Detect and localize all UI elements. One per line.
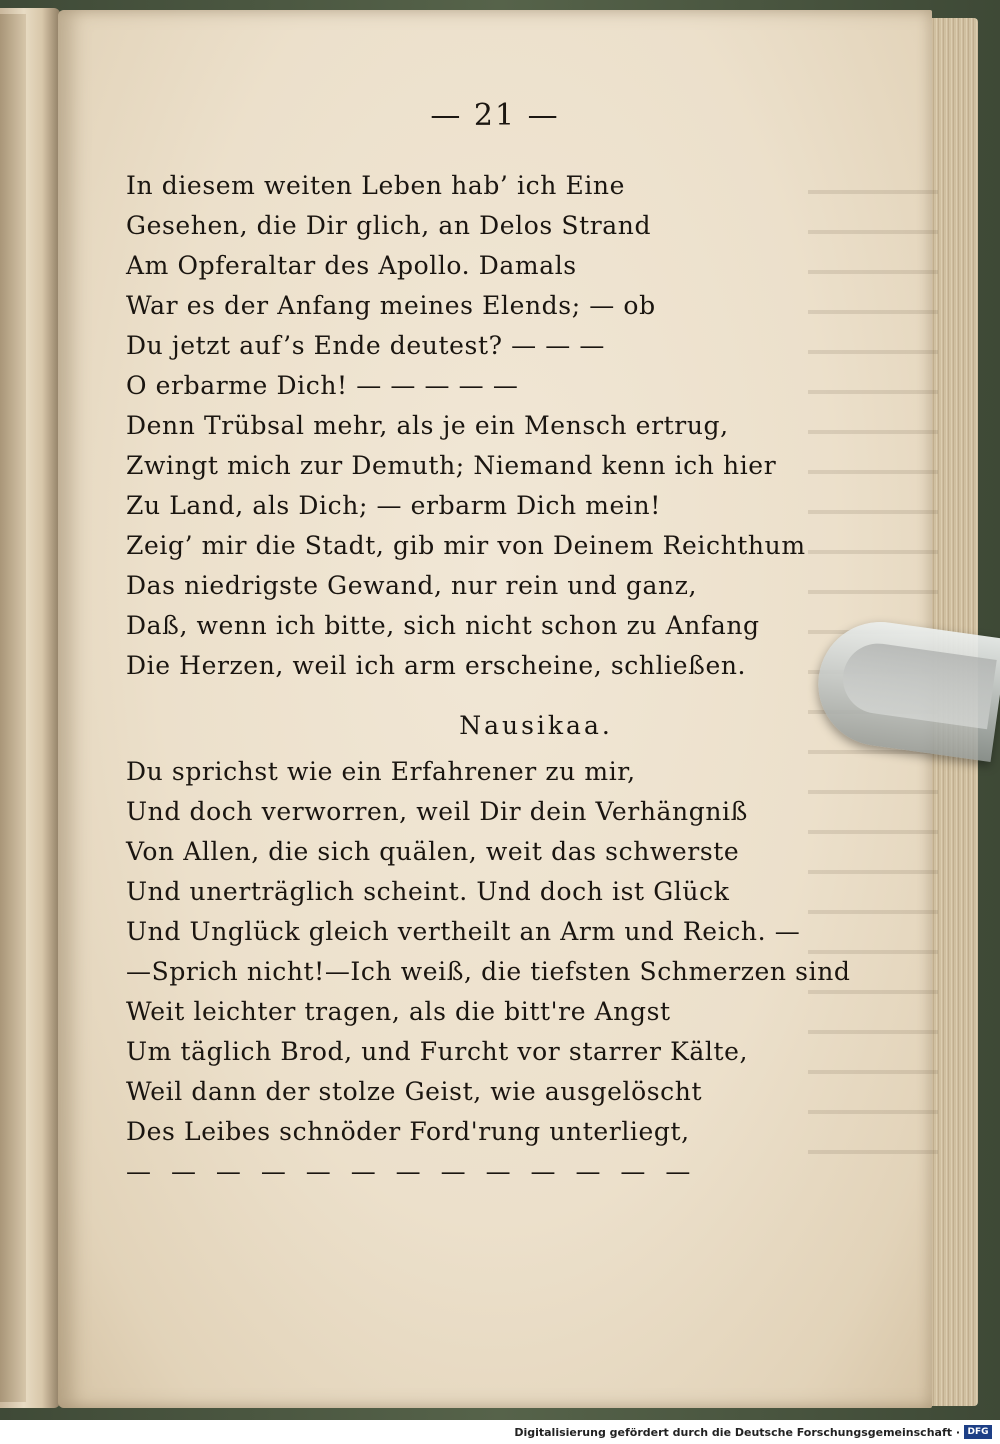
verse-line: Um täglich Brod, und Furcht vor starrer Kälte, [126, 1037, 749, 1066]
page-number: — 21 — [430, 98, 560, 133]
verse-line: Gesehen, die Dir glich, an Delos Strand [126, 211, 652, 240]
verse-line: O erbarme Dich! — — — — — [126, 371, 519, 400]
verse-line: War es der Anfang meines Elends; — ob [126, 291, 656, 320]
verse-line: Weit leichter tragen, als die bitt're Angst [126, 997, 671, 1026]
poem-text [126, 166, 916, 1192]
verse-line: Die Herzen, weil ich arm erscheine, schließen. [126, 651, 747, 680]
verse-line: In diesem weiten Leben hab’ ich Eine [126, 171, 626, 200]
verse-line: Daß, wenn ich bitte, sich nicht schon zu Anfang [126, 611, 760, 640]
dfg-logo: DFG [964, 1425, 992, 1439]
clip-reflection [838, 639, 996, 729]
verse-line: Du jetzt auf’s Ende deutest? — — — [126, 331, 606, 360]
speaker-heading: Nausikaa. [459, 711, 613, 740]
verse-line: Das niedrigste Gewand, nur rein und ganz, [126, 571, 698, 600]
verse-line: Zeig’ mir die Stadt, gib mir von Deinem Reichthum [126, 531, 806, 560]
spacer [126, 742, 916, 752]
verse-line: —Sprich nicht!—Ich weiß, die tiefsten Schmerzen sind [126, 957, 851, 986]
book-page [58, 10, 932, 1408]
verse-line: Am Opferaltar des Apollo. Damals [126, 251, 577, 280]
verse-line: Und Unglück gleich vertheilt an Arm und Reich. — [126, 917, 801, 946]
closing-dashes: — — — — — — — — — — — — — [126, 1157, 697, 1186]
verse-line: Weil dann der stolze Geist, wie ausgelöscht [126, 1077, 703, 1106]
verse-line: Und doch verworren, weil Dir dein Verhängniß [126, 797, 748, 826]
verse-line: Von Allen, die sich quälen, weit das schwerste [126, 837, 740, 866]
left-page-margin [0, 14, 26, 1402]
verse-line: Zu Land, als Dich; — erbarm Dich mein! [126, 491, 661, 520]
verse-line: Und unerträglich scheint. Und doch ist Glück [126, 877, 730, 906]
verse-line: Du sprichst wie ein Erfahrener zu mir, [126, 757, 636, 786]
verse-line: Des Leibes schnöder Ford'rung unterliegt, [126, 1117, 690, 1146]
digitization-credit: Digitalisierung gefördert durch die Deutsche Forschungsgemeinschaft · [514, 1426, 960, 1439]
verse-line: Denn Trübsal mehr, als je ein Mensch ertrug, [126, 411, 729, 440]
verse-line: Zwingt mich zur Demuth; Niemand kenn ich hier [126, 451, 777, 480]
